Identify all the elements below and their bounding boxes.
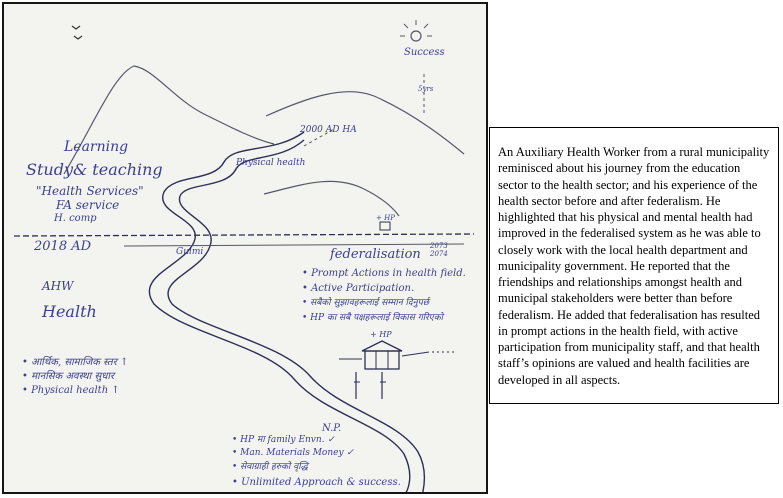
study-teaching-label: Study& teaching [26, 160, 163, 179]
right-list-item: • Prompt Actions in health field. [302, 268, 466, 279]
caption-box [489, 127, 779, 404]
fa-service-label: FA service [56, 198, 120, 212]
left-list-item: • आर्थिक, सामाजिक स्तर ↑ [22, 357, 129, 368]
bottom-list-item: • सेवाग्राही हरुको वृद्धि [232, 462, 308, 472]
health-services-label: "Health Services" [36, 184, 144, 198]
success-label: Success [404, 47, 445, 58]
gulmi-label: Gulmi [176, 247, 204, 257]
federalisation-label: federalisation [330, 247, 421, 262]
ad-2018-label: 2018 AD [34, 239, 92, 254]
year-2000-label: 2000 AD HA [300, 125, 357, 135]
years-label: 5yrs [418, 85, 434, 93]
right-list-item: • Active Participation. [302, 283, 415, 294]
right-list-item: • HP का सबै पक्षहरूलाई विकास गरिएको [302, 313, 443, 323]
h-comp-label: H. comp [54, 213, 97, 224]
fed-years-label: 2073 2074 [430, 242, 448, 259]
np-label: N.P. [322, 423, 342, 434]
bottom-list-item: • Unlimited Approach & success. [232, 477, 401, 488]
ahw-label: AHW [42, 279, 74, 293]
hp-small-label: + HP [376, 214, 395, 222]
left-list-item: • मानसिक अवस्था सुधार [22, 371, 115, 382]
right-list-item: • सबैको सुझावहरूलाई सम्मान दिनुपर्छ [302, 298, 430, 308]
hand-drawn-journey-photo [2, 2, 488, 494]
bottom-list-item: • Man. Materials Money ✓ [232, 448, 354, 458]
hp-large-label: + HP [370, 330, 392, 339]
caption-text: An Auxiliary Health Worker from a rural municipality reminisced about his journey from the education sector to the health sector; and his experience of the health sector before and after federalism. He highlighted that his physical and mental health had improved in the federalised system as he was able to closely work with the local health department and municipality government. He reported that the friendships and relationships amongst health and municipal stakeholders were better than before federalism. He added that federalisation has resulted in prompt actions in the health field, with active participation from municipality staff, and that health staff’s opinions are valued and health facilities are developed in all aspects. [498, 145, 770, 387]
left-list-item: • Physical health ↑ [22, 385, 120, 396]
health-label: Health [42, 302, 97, 321]
learning-label: Learning [64, 139, 129, 155]
bottom-list-item: • HP मा family Envn. ✓ [232, 435, 335, 445]
physical-health-road-label: Physical health [236, 158, 306, 168]
